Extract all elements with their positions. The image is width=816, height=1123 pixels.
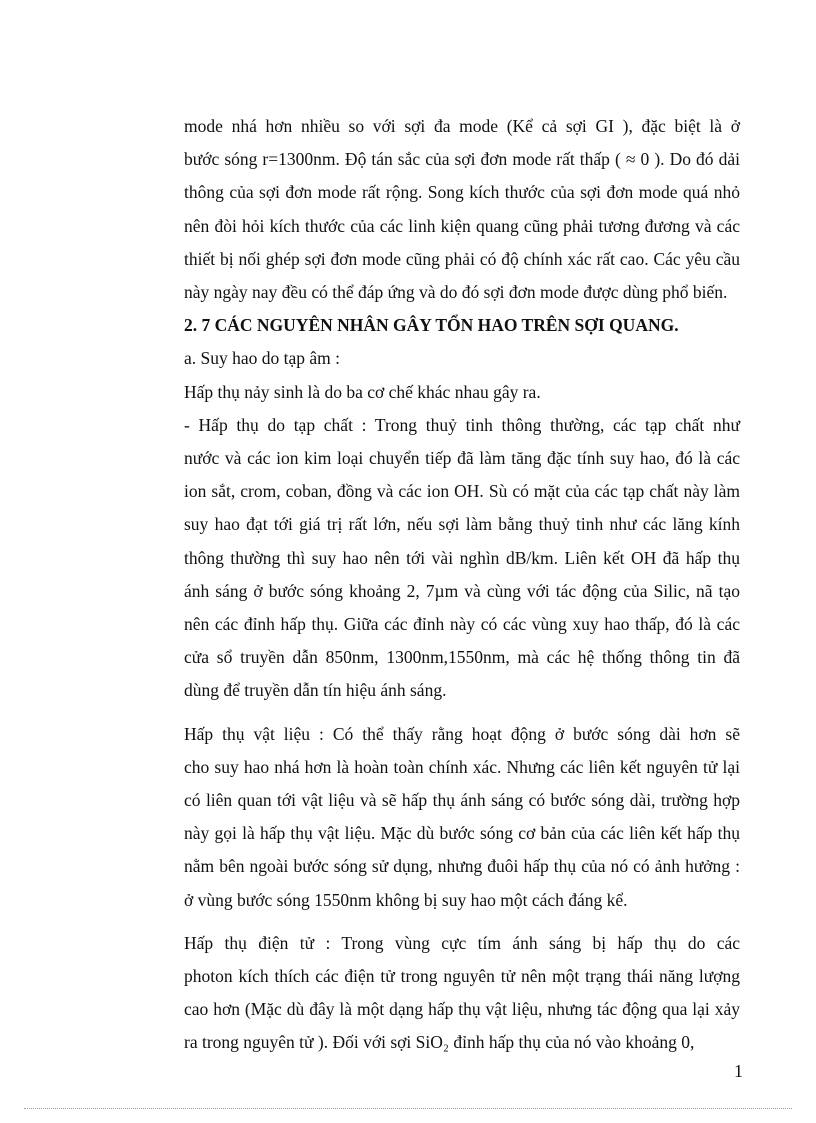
text-line: nên các đỉnh hấp thụ. Giữa các đỉnh này có các vùng xuy hao thấp, đó là các [184,614,740,635]
text-line: Hấp thụ điện tử : Trong vùng cực tím ánh sáng bị hấp thụ do các [184,932,740,953]
text-line: này gọi là hấp thụ vật liệu. Mặc dù bước sóng cơ bản của các liên kết hấp thụ [184,823,740,844]
text-line: cao hơn (Mặc dù đây là một dạng hấp thụ vật liệu, nhưng tác động qua lại xảy [184,999,740,1020]
paragraph [136,376,740,409]
text-line: bước sóng r=1300nm. Độ tán sắc của sợi đơn mode rất thấp ( ≈ 0 ). Do đó dải [184,149,740,170]
document-body [136,110,740,1060]
text-line: cửa sổ truyền dẫn 850nm, 1300nm,1550nm, mà các hệ thống thông tin đã [184,647,740,668]
text-line: này ngày nay đều có thể đáp ứng và do đó sợi đơn mode được dùng phổ biến. [184,282,728,303]
text-line: mode nhá hơn nhiều so với sợi đa mode (Kể cả sợi GI ), đặc biệt là ở [184,116,740,136]
text-line: nước và các ion kim loại chuyển tiếp đã làm tăng đặc tính suy hao, đó là các [184,448,740,469]
paragraph [136,409,740,708]
paragraph [136,110,740,309]
text-line: ra trong nguyên tử ). Đối với sợi SiO₂ đỉnh hấp thụ của nó vào khoảng 0, [184,1032,695,1053]
text-line: nằm bên ngoài bước sóng sử dụng, nhưng đuôi hấp thụ của nó có ảnh hưởng : [184,856,740,877]
text-line: nên đòi hỏi kích thước của các linh kiện quang cũng phải tương đương và các [184,215,740,236]
text-line: cho suy hao nhá hơn là hoàn toàn chính xác. Nhưng các liên kết nguyên tử lại [184,756,740,777]
text-line: thông của sợi đơn mode rất rộng. Song kích thước của sợi đơn mode quá nhỏ [184,182,740,203]
text-line: ion sắt, crom, coban, đồng và các ion OH. Sù có mặt của các tạp chất này làm [184,481,740,502]
text-line: photon kích thích các điện tử trong nguyên tử nên một trạng thái năng lượng [184,966,740,987]
text-line: dùng để truyền dẫn tín hiệu ánh sáng. [184,680,447,701]
page-number: 1 [734,1061,743,1081]
text-line: ánh sáng ở bước sóng khoảng 2, 7µm và cùng với tác động của Silic, nã tạo [184,580,740,601]
text-line: suy hao đạt tới giá trị rất lớn, nếu sợi làm bằng thuỷ tinh như các lăng kính [184,514,740,535]
paragraph [136,718,740,917]
text-line: - Hấp thụ do tạp chất : Trong thuỷ tinh thông thường, các tạp chất như [184,414,740,435]
paragraph [136,927,740,1060]
text-line: a. Suy hao do tạp âm : [184,348,341,369]
text-line: thiết bị nối ghép sợi đơn mode cũng phải có độ chính xác rất cao. Các yêu cầu [184,248,740,269]
footer-divider [24,1108,792,1109]
section-heading [136,309,740,342]
text-line: thông thường thì suy hao nên tới vài nghìn dB/km. Liên kết OH đã hấp thụ [184,547,740,568]
text-line: có liên quan tới vật liệu và sẽ hấp thụ ánh sáng có bước sóng dài, trường hợp [184,790,740,811]
paragraph [136,342,740,375]
text-line: Hấp thụ vật liệu : Có thể thấy rằng hoạt động ở bước sóng dài hơn sẽ [184,723,740,744]
text-line: 2. 7 CÁC NGUYÊN NHÂN GÂY TỔN HAO TRÊN SỢI QUANG. [184,315,679,336]
text-line: Hấp thụ nảy sinh là do ba cơ chế khác nhau gây ra. [184,381,541,402]
text-line: ở vùng bước sóng 1550nm không bị suy hao một cách đáng kể. [184,889,628,910]
